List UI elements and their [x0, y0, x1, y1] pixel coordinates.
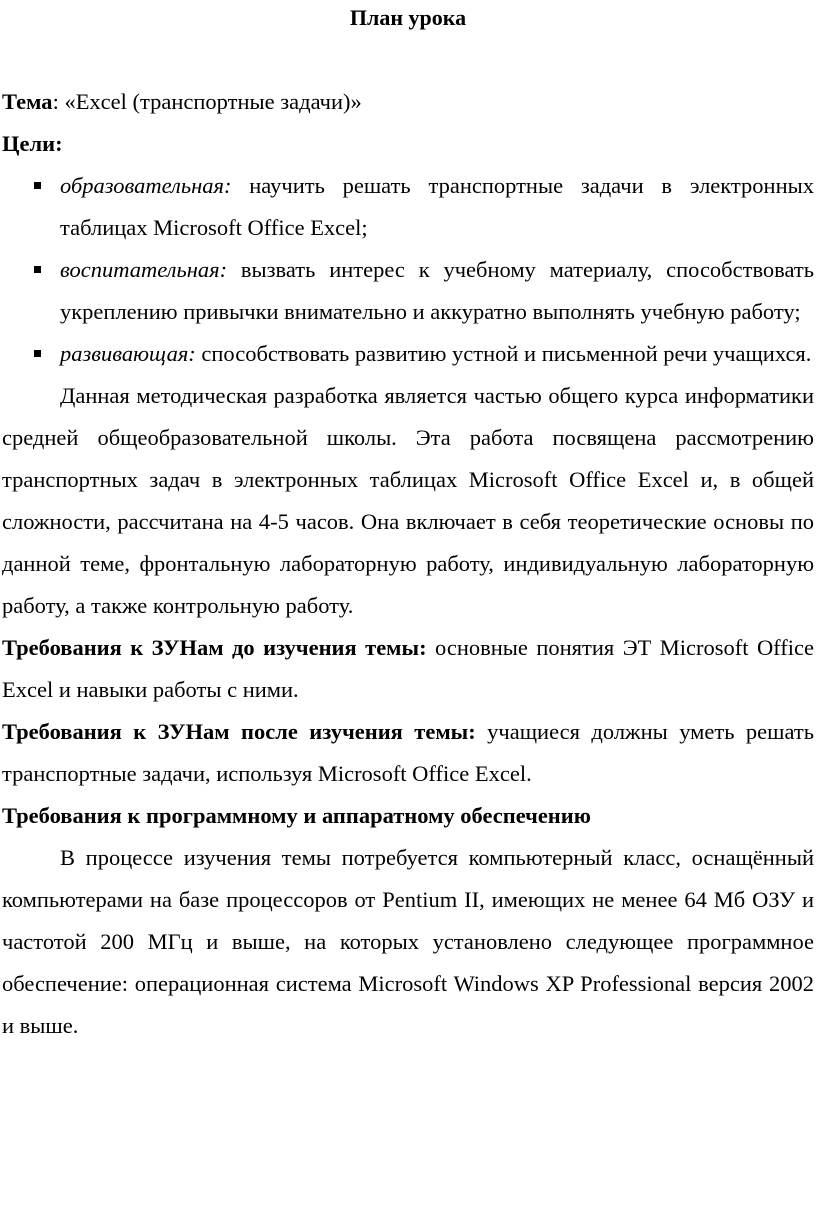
- goal-text: способствовать развитию устной и письменной речи учащихся.: [195, 341, 812, 366]
- square-bullet-icon: [34, 350, 41, 357]
- topic-value: : «Excel (транспортные задачи)»: [52, 89, 362, 114]
- goal-type: образовательная:: [60, 173, 232, 198]
- square-bullet-icon: [34, 266, 41, 273]
- goal-item-upbringing: [2, 249, 814, 333]
- hardware-requirements-heading: Требования к программному и аппаратному обеспечению: [2, 803, 591, 828]
- requirements-before: [2, 627, 814, 711]
- document-title: План урока: [349, 5, 467, 30]
- requirements-after-text: учащиеся должны уметь решать транспортные задачи, используя Microsoft Office Excel.: [2, 719, 814, 786]
- goals-label: Цели:: [2, 131, 63, 156]
- goal-text: научить решать транспортные задачи в электронных таблицах Microsoft Office Excel;: [60, 173, 814, 240]
- goal-type: воспитательная:: [60, 257, 228, 282]
- goal-text: вызвать интерес к учебному материалу, способствовать укреплению привычки внимательно и аккуратно выполнять учебную работу;: [60, 257, 814, 324]
- goal-item-educational: [2, 165, 814, 249]
- topic-label: Тема: [2, 89, 53, 114]
- goals-list: [2, 165, 814, 375]
- requirements-after: [2, 711, 814, 795]
- goal-item-developing: [2, 333, 814, 375]
- topic-line: [2, 81, 814, 123]
- requirements-before-text: основные понятия ЭТ Microsoft Office Excel и навыки работы с ними.: [2, 635, 814, 702]
- square-bullet-icon: [34, 182, 41, 189]
- intro-paragraph: Данная методическая разработка является частью общего курса информатики средней общеобразовательной школы. Эта работа посвящена рассмотрению транспортных задач в электронных таблицах Microsoft Office Excel и, в общей сложности, рассчитана на 4-5 часов. Она включает в себя теоретические основы по данной теме, фронтальную лабораторную работу, индивидуальную лабораторную работу, а также контрольную работу.: [2, 383, 814, 618]
- hardware-paragraph: В процессе изучения темы потребуется компьютерный класс, оснащённый компьютерами на базе процессоров от Pentium II, имеющих не менее 64 Мб ОЗУ и частотой 200 МГц и выше, на которых установлено следующее программное обеспечение: операционная система Microsoft Windows XP Professional версия 2002 и выше.: [2, 845, 814, 1038]
- requirements-before-label: Требования к ЗУНам до изучения темы:: [2, 635, 427, 660]
- goal-type: развивающая:: [60, 341, 196, 366]
- requirements-after-label: Требования к ЗУНам после изучения темы:: [2, 719, 476, 744]
